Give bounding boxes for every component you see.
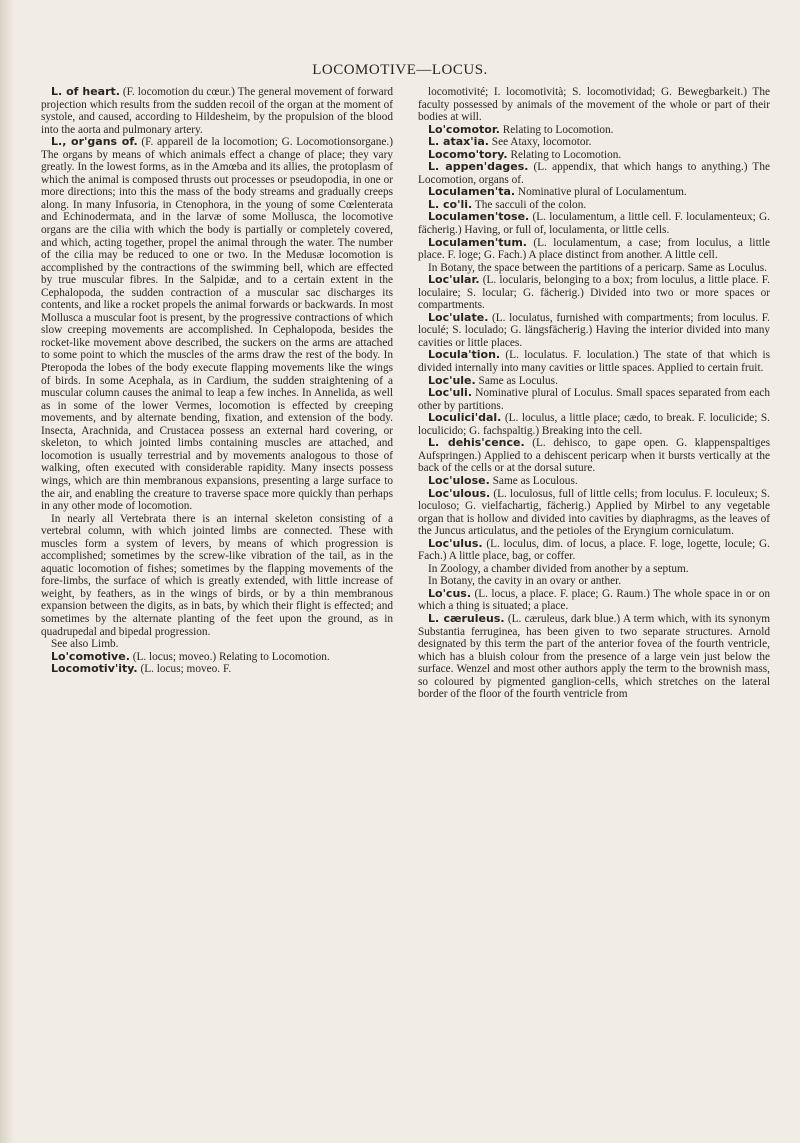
entry-definition: In nearly all Vertebrata there is an internal skeleton consisting of a vertebral column, with which jointed limbs are connected. These with muscles form a system of levers, by means of which progression is accomplished; sometimes by the screw-like vibration of the tail, as in the aquatic locomotion of fishes; sometimes by the flapping movements of the fore-limbs, the surface of which is greatly extended, with little increase of weight, by feathers, as in the wings of birds, or by a thin membranous expansion between the digits, as in bats, by which their flight is effected; and sometimes by the alternate planting of the feet upon the ground, as in quadrupedal and bipedal progression.	[41, 512, 393, 638]
dictionary-entry	[418, 613, 770, 701]
entry-definition: (L. loculosus, full of little cells; from loculus. F. loculeux; S. loculoso; G. vielfachartig, fächerig.) Applied by Mirbel to any vegetable organ that is hollow and divided into cavities by diaphragms, as the leaves of the Juncus articulatus, and the petioles of the Eryngium corniculatum.	[418, 487, 771, 538]
entry-definition: See Ataxy, locomotor.	[491, 136, 592, 149]
entry-definition: Same as Loculus.	[478, 374, 558, 387]
entry-definition: (L. locus; moveo.) Relating to Locomotion.	[132, 650, 330, 663]
entry-headword: Loc'ulus.	[428, 536, 483, 550]
entry-definition: Relating to Locomotion.	[502, 123, 614, 136]
entry-headword: Locomo'tory.	[428, 147, 508, 161]
entry-definition: (L. locus, a place. F. place; G. Raum.) The whole space in or on which a thing is situated; a place.	[418, 587, 770, 613]
dictionary-entry	[41, 663, 393, 676]
entry-definition: locomotivité; I. locomotività; S. locomotividad; G. Bewegbarkeit.) The faculty possessed by animals of the movement of the whole or part of their bodies at will.	[418, 86, 770, 124]
entry-definition: In Botany, the space between the partitions of a pericarp. Same as Loculus.	[428, 261, 768, 274]
entry-definition: (L. loculamentum, a little cell. F. loculamenteux; G. fächerig.) Having, or full of, loculamenta, or little cells.	[418, 211, 771, 237]
entry-definition: See also Limb.	[51, 638, 119, 651]
entry-definition: (L. loculatus, furnished with compartments; from loculus. F. loculé; S. loculado; G. längsfächerig.) Having the interior divided into many cavities or little places.	[418, 311, 770, 349]
entry-definition: In Zoology, a chamber divided from another by a septum.	[428, 562, 689, 575]
entry-definition: (L. loculus, a little place; cædo, to break. F. loculicide; S. loculicido; G. fachspaltig.) Breaking into the cell.	[418, 412, 770, 437]
dictionary-entry	[418, 211, 770, 236]
dictionary-entry	[418, 387, 770, 412]
page-edge-shadow	[0, 0, 14, 1143]
dictionary-entry	[41, 136, 393, 512]
page-header: LOCOMOTIVE—LOCUS.	[312, 62, 488, 78]
entry-headword: Loculamen'tose.	[428, 210, 530, 224]
dictionary-entry	[418, 274, 770, 312]
entry-definition: (F. appareil de la locomotion; G. Locomotionsorgane.) The organs by means of which animals effect a change of place; they vary greatly. In the lowest forms, as in the Amœba and its allies, the protoplasm of which the animal is composed thrusts out processes or pseudopodia, in one or more directions; into this the mass of the body streams and gradually creeps along. In many Infusoria, in Ctenophora, in the young of some Cœlenterata and Echinodermata, and in the larvæ of some Mollusca, the locomotive organs are the cilia with which the body is partially or completely covered, and which, acting together, propel the animal through the water. The number of the cilia may be reduced to one or two. In the Medusæ locomotion is accomplished by the contractions of the swimming bell, which are effected by true muscular fibres. In the Salpidæ, and to a certain extent in the Cephalopoda, the sudden contraction of a muscular sac discharges its contents, and like a rocket propels the animal forwards or backwards. In most Mollusca a muscular foot is present, by the progressive contractions of which slow creeping movements are accomplished. In Cephalopoda, besides the rocket-like movement above described, the suckers on the arms are attached to some point to which the muscles of the arms draw the rest of the body. In Pteropoda the lobes of the body execute flapping movements like the wings of birds. In some Acephala, as in Cardium, the sudden straightening of a muscular column causes the animal to leap a few inches. In Annelida, as well as in some of the lower Vermes, locomotion is effected by creeping movements, and by alternate bending, fixation, and extension of the body. Insecta, Arachnida, and Crustacea possess an external hard covering, or skeleton, to which jointed limbs containing muscles are attached, and locomotion is usually terrestrial and by movements analogous to those of walking, often executed with considerable rapidity. Many insects possess wings, which are thin membranous expansions, presenting a large surface to the air, and enabling the creature to traverse space more quickly than perhaps in any other mode of locomotion.	[41, 136, 393, 513]
entry-headword: Loc'ulous.	[428, 486, 491, 500]
entry-definition: (L. loculatus. F. loculation.) The state of that which is divided internally into many cavities or little spaces. Applied to certain fruit.	[418, 349, 770, 375]
entry-headword: Loculamen'tum.	[428, 235, 527, 249]
entry-definition: Same as Loculous.	[492, 474, 578, 487]
entry-headword: L. dehis'cence.	[428, 436, 525, 450]
dictionary-entry	[418, 161, 770, 186]
entry-headword: Lo'comotive.	[51, 649, 130, 663]
entry-headword: L. appen'dages.	[428, 160, 529, 174]
dictionary-entry	[41, 513, 393, 638]
entry-definition: (F. locomotion du cœur.) The general movement of forward projection which results from the sudden recoil of the organ at the moment of systole, and caused, according to Hildesheim, by the propulsion of the blood into the aorta and pulmonary artery.	[41, 86, 394, 136]
dictionary-entry	[418, 563, 770, 576]
dictionary-entry	[418, 437, 770, 475]
entry-headword: Lo'comotor.	[428, 122, 500, 136]
dictionary-entry	[418, 86, 770, 124]
entry-definition: The sacculi of the colon.	[474, 198, 587, 211]
dictionary-entry	[418, 237, 770, 262]
entry-definition: Nominative plural of Loculus. Small spaces separated from each other by partitions.	[418, 387, 770, 412]
entry-headword: L., or'gans of.	[51, 135, 138, 149]
entry-headword: L. co'li.	[428, 197, 473, 211]
entry-definition: (L. loculus, dim. of locus, a place. F. loge, logette, locule; G. Fach.) A little place, bag, or coffer.	[418, 537, 771, 563]
entry-definition: Nominative plural of Loculamentum.	[517, 186, 687, 199]
entry-definition: (L. locularis, belonging to a box; from loculus, a little place. F. loculaire; S. locular; G. fächerig.) Divided into two or more spaces or compartments.	[418, 274, 770, 312]
entry-definition: (L. cæruleus, dark blue.) A term which, with its synonym Substantia ferruginea, has been given to two separate structures. Arnold designated by this term the part of the anterior fovea of the fourth ventricle, which has a bluish colour from the presence of a large vein just below the surface. Wenzel and most other authors apply the term to the brownish mass, so coloured by pigmented ganglion-cells, which stretches on the lateral border of the floor of the fourth ventricle from	[418, 612, 771, 701]
entry-definition: (L. appendix, that which hangs to anything.) The Locomotion, organs of.	[418, 161, 770, 186]
entry-headword: Locula'tion.	[428, 348, 501, 362]
entry-headword: Loculamen'ta.	[428, 185, 516, 199]
dictionary-entry	[418, 488, 770, 538]
dictionary-entry	[418, 588, 770, 613]
entry-headword: L. atax'ia.	[428, 135, 489, 149]
entry-definition: In Botany, the cavity in an ovary or anther.	[428, 575, 622, 588]
entry-headword: Locomotiv'ity.	[51, 662, 138, 676]
dictionary-entry	[418, 349, 770, 374]
entry-headword: Loc'ulose.	[428, 473, 490, 487]
entry-headword: L. cæruleus.	[428, 611, 505, 625]
entry-headword: L. of heart.	[51, 85, 120, 98]
entry-headword: Loc'ule.	[428, 373, 476, 387]
dictionary-entry	[418, 412, 770, 437]
entry-headword: Lo'cus.	[428, 586, 472, 600]
dictionary-entry	[41, 86, 393, 136]
entry-headword: Loc'ular.	[428, 273, 480, 287]
entry-headword: Loculici'dal.	[428, 411, 502, 425]
entry-headword: Loc'ulate.	[428, 310, 489, 324]
entry-definition: (L. locus; moveo. F.	[140, 663, 232, 676]
left-column	[41, 86, 393, 676]
entry-definition: (L. loculamentum, a case; from loculus, a little place. F. loge; G. Fach.) A place distinct from another. A little cell.	[418, 236, 770, 262]
right-column	[418, 86, 770, 701]
dictionary-entry	[418, 312, 770, 350]
entry-definition: (L. dehisco, to gape open. G. klappenspaltiges Aufspringen.) Applied to a dehiscent pericarp when it bursts vertically at the back of the cells or at the dorsal suture.	[418, 437, 770, 475]
entry-definition: Relating to Locomotion.	[510, 148, 622, 161]
entry-headword: Loc'uli.	[428, 386, 473, 400]
dictionary-entry	[418, 538, 770, 563]
